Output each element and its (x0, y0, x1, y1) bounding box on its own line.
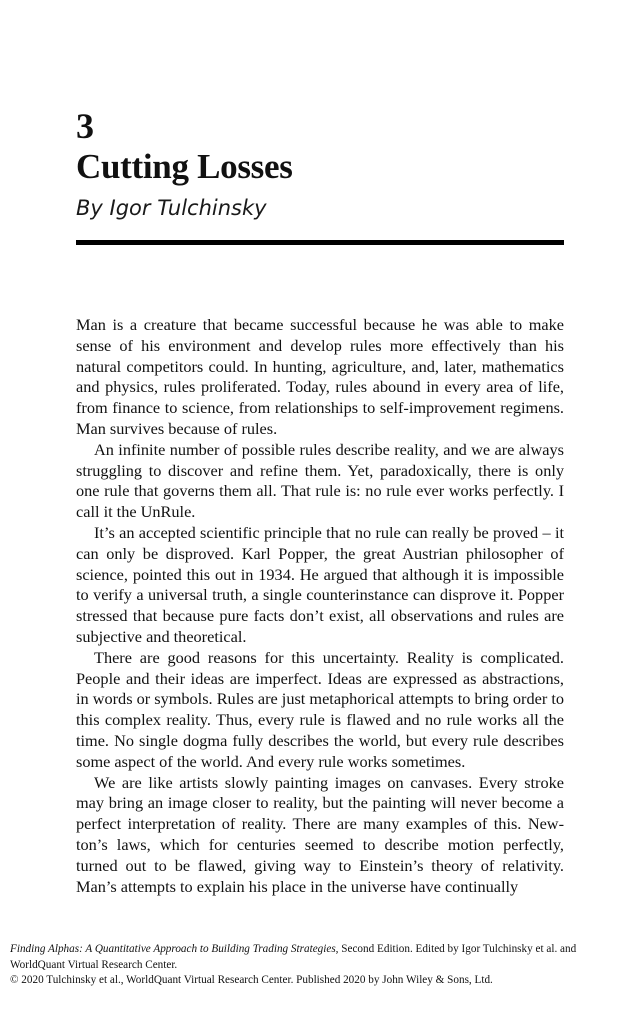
paragraph-5: We are like artists slowly painting images on canvases. Every stroke may bring an image closer to reality, but the painting will never become a perfect interpretation of reality. There are many examples of this. Newton’s laws, which for centuries seemed to describe motion perfectly, turned out to be flawed, giving way to Einstein’s theory of relativity. Man’s attempts to explain his place in the universe have continually (76, 772, 564, 896)
footer-citation-line (10, 942, 638, 958)
footer-book-title: Finding Alphas: A Quantitative Approach to Building Trading Strategies, (10, 943, 339, 955)
chapter-title: Cutting Losses (76, 147, 293, 186)
footer-copyright: © 2020 Tulchinsky et al., WorldQuant Virtual Research Center. Published 2020 by John Wiley & Sons, Ltd. (10, 974, 493, 987)
chapter-number: 3 (76, 106, 94, 146)
paragraph-4: There are good reasons for this uncertainty. Reality is complicated. People and their ideas are imperfect. Ideas are expressed as abstractions, in words or symbols. Rules are just metaphorical attempts to bring order to this complex reality. Thus, every rule is flawed and no rule works all the time. No single dogma fully describes the world, but every rule describes some aspect of the world. And every rule works sometimes. (76, 647, 564, 771)
page-footer (10, 942, 638, 989)
footer-edition-text: Second Edition. Edited by Igor Tulchinsky et al. and (338, 943, 577, 955)
paragraph-3: It’s an accepted scientific principle that no rule can really be proved – it can only be disproved. Karl Popper, the great Austrian philosopher of science, pointed this out in 1934. He argued that although it is impossible to verify a universal truth, a single counterinstance can disprove it. Popper stressed that because pure facts don’t exist, all observations and rules are subjective and theoretical. (76, 522, 564, 646)
title-divider-rule (76, 240, 564, 245)
footer-publisher-line: WorldQuant Virtual Research Center. (10, 958, 178, 971)
chapter-author: By Igor Tulchinsky (76, 196, 267, 220)
paragraph-2: An infinite number of possible rules describe reality, and we are always struggling to discover and refine them. Yet, paradoxically, there is only one rule that governs them all. That rule is: no rule ever works perfectly. I call it the UnRule. (76, 439, 564, 522)
body-text (76, 315, 564, 897)
paragraph-1: Man is a creature that became successful because he was able to make sense of his environment and develop rules more effectively than his natural competitors could. In hunting, agriculture, and, later, mathematics and physics, rules proliferated. Today, rules abound in every area of life, from finance to science, from relationships to self-improvement regimens. Man survives because of rules. (76, 315, 564, 438)
